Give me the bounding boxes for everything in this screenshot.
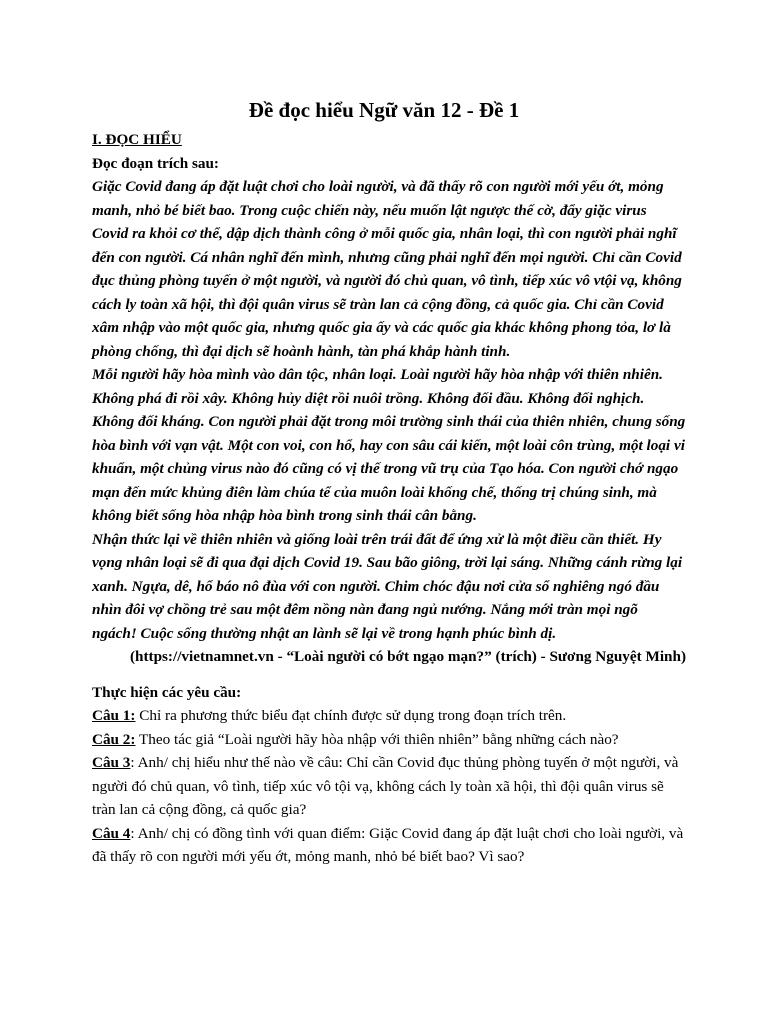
reading-passage — [92, 175, 686, 645]
question-text: Theo tác giả “Loài người hãy hòa nhập với thiên nhiên” bằng những cách nào? — [135, 730, 619, 748]
document-content — [92, 128, 686, 869]
question-text: Chỉ ra phương thức biểu đạt chính được sử dụng trong đoạn trích trên. — [135, 707, 567, 724]
passage-paragraph-3: Nhận thức lại về thiên nhiên và giống loài trên trái đất để ứng xử là một điều cần thiết. Hy vọng nhân loại sẽ đi qua đại dịch Covid 19. Sau bão giông, trời lại sáng. Những cánh rừng lại xanh. Ngựa, dê, hổ báo nô đùa với con người. Chim chóc đậu nơi cửa sổ nghiêng ngó đầu nhìn đôi vợ chồng trẻ sau một đêm nồng nàn đang ngủ nướng. Nắng mới tràn mọi ngõ ngách! Cuộc sống thường nhật an lành sẽ lại về trong hạnh phúc bình dị. — [92, 530, 683, 642]
question-label: Câu 1: — [92, 707, 136, 724]
question-label: Câu 3 — [92, 754, 131, 771]
question-1 — [92, 704, 686, 728]
question-label: Câu 4 — [92, 824, 131, 842]
question-2 — [92, 728, 686, 752]
question-text: : Anh/ chị hiểu như thế nào về câu: Chỉ cần Covid đục thủng phòng tuyến ở một người, và người đó chủ quan, vô tình, tiếp xúc vô tội vạ, không cách ly toàn xã hội, thì đội quân virus sẽ tràn lan cả cộng đồng, cả quốc gia? — [92, 754, 679, 818]
tasks-heading: Thực hiện các yêu cầu: — [92, 683, 242, 701]
passage-paragraph-1: Giặc Covid đang áp đặt luật chơi cho loài người, và đã thấy rõ con người mới yếu ớt, mỏng manh, nhỏ bé biết bao. Trong cuộc chiến này, nếu muốn lật ngược thế cờ, đẩy giặc virus Covid ra khỏi cơ thể, dập dịch thành công ở mỗi quốc gia, nhân loại, thì con người phải nghĩ đến con người. Cá nhân nghĩ đến mình, nhưng cũng phải nghĩ đến mọi người. Chỉ cần Covid đục thủng phòng tuyến ở một người, và người đó chủ quan, vô tình, tiếp xúc vô vtội vạ, không cách ly toàn xã hội, thì đội quân virus sẽ tràn lan cả cộng đồng, cả quốc gia. Chỉ cần Covid xâm nhập vào một quốc gia, nhưng quốc gia ấy và các quốc gia khác không phong tỏa, lơ là phòng chống, thì đại dịch sẽ hoành hành, tàn phá khắp hành tinh. — [92, 178, 682, 360]
page-title: Đề đọc hiểu Ngữ văn 12 - Đề 1 — [248, 98, 520, 122]
question-3 — [92, 751, 686, 822]
section-heading: I. ĐỌC HIỂU — [92, 131, 182, 148]
question-text: : Anh/ chị có đồng tình với quan điểm: Giặc Covid đang áp đặt luật chơi cho loài người, và đã thấy rõ con người mới yếu ớt, mỏng manh, nhỏ bé biết bao? Vì sao? — [92, 824, 684, 865]
passage-paragraph-2: Mỗi người hãy hòa mình vào dân tộc, nhân loại. Loài người hãy hòa nhập với thiên nhiên. Không phá đi rồi xây. Không hủy diệt rồi nuôi trồng. Không đối đầu. Không đối nghịch. Không đối kháng. Con người phải đặt trong môi trường sinh thái của thiên nhiên, chung sống hòa bình với vạn vật. Một con voi, con hổ, hay con sâu cái kiến, một loài côn trùng, một loại vi khuẩn, một chủng virus nào đó cũng có vị thế trong vũ trụ của Tạo hóa. Con người chớ ngạo mạn đến mức khủng điên làm chúa tể của muôn loài khống chế, thống trị chúng sinh, mà không biết sống hòa nhập hòa bình trong sinh thái cân bằng. — [92, 366, 686, 524]
question-label: Câu 2: — [92, 730, 136, 748]
passage-source: (https://vietnamnet.vn - “Loài người có bớt ngạo mạn?” (trích) - Sương Nguyệt Minh) — [129, 648, 686, 665]
reading-intro: Đọc đoạn trích sau: — [92, 154, 219, 172]
question-4 — [92, 822, 686, 869]
